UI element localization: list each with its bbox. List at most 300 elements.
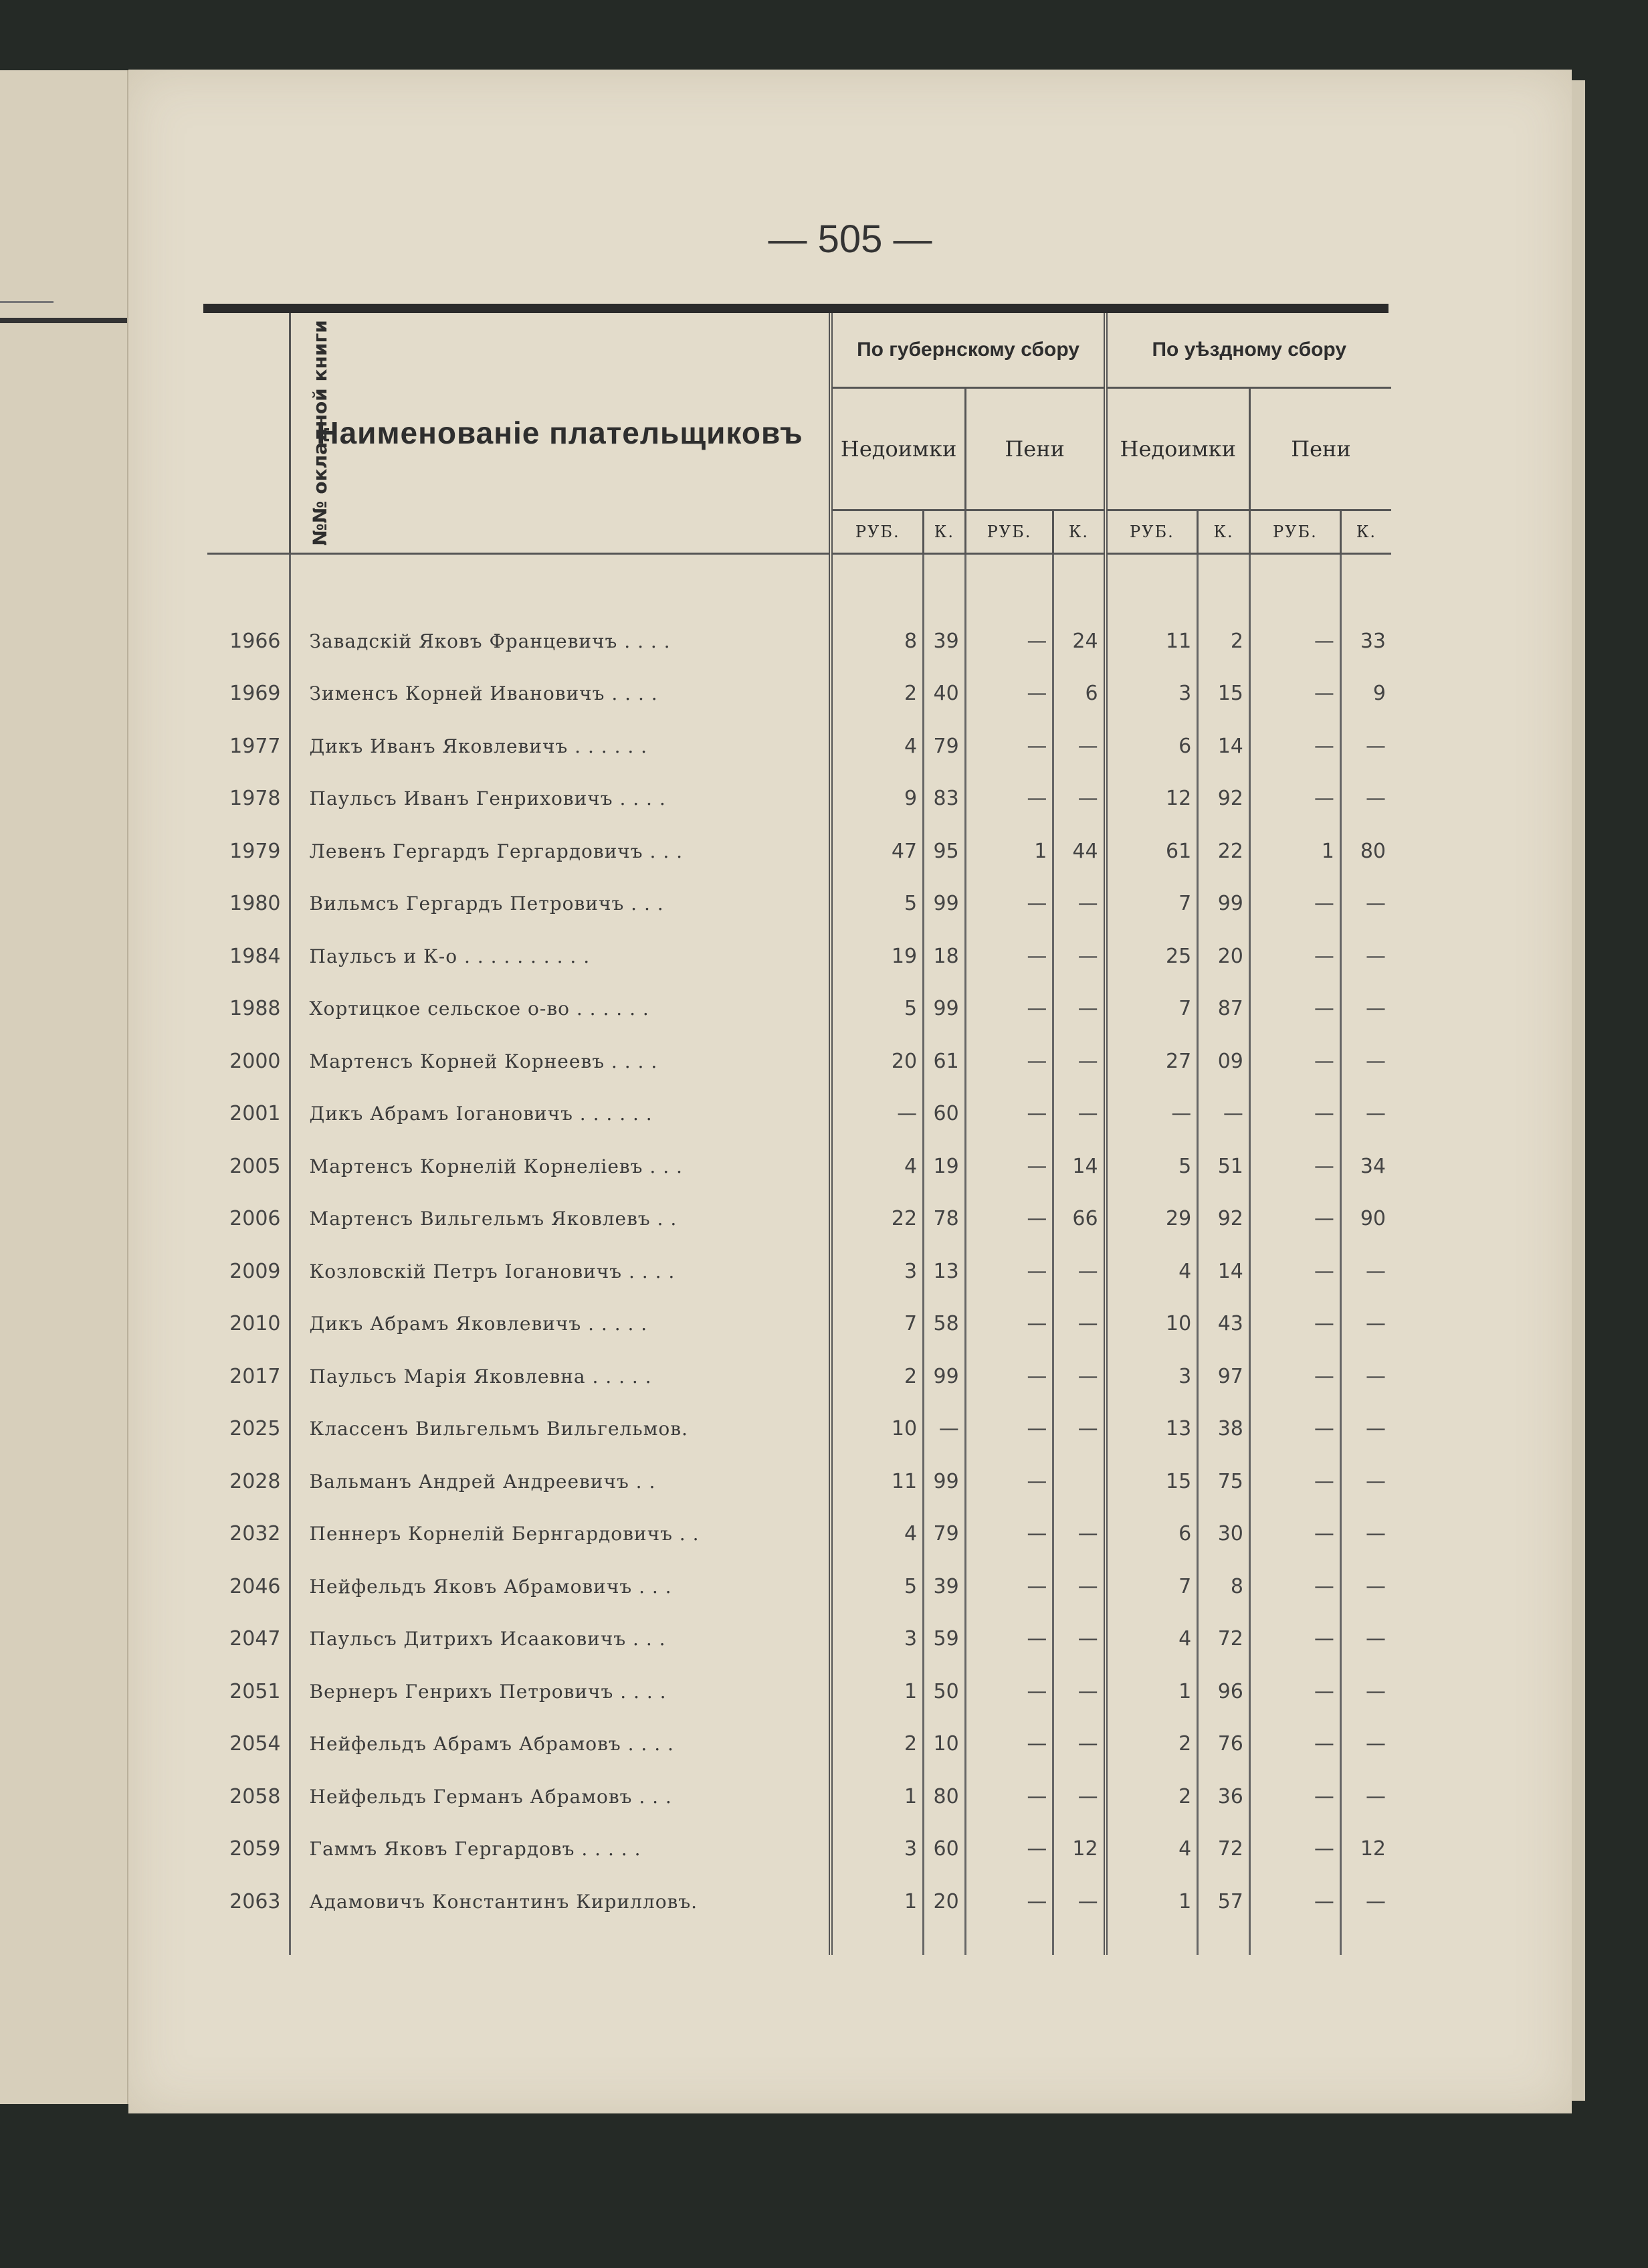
gubernia-penalty-rub-cell: — [965,1455,1053,1508]
uezd-penalty-rub-cell: — [1249,1508,1340,1561]
uezd-arrears-kop-cell: 57 [1198,1875,1250,1928]
payer-name-cell: Паульсъ Дитрихъ Исааковичъ . . . [290,1613,831,1666]
payer-name-cell: Мартенсъ Корней Корнеевъ . . . . [290,1035,831,1088]
table-row [207,1140,1391,1193]
book-number-cell: 2047 [229,1627,281,1651]
gubernia-penalty-rub-cell: — [965,1770,1053,1823]
uezd-arrears-kop-cell: 36 [1198,1770,1250,1823]
gubernia-arrears-kop-cell: 20 [924,1875,966,1928]
uezd-arrears-kop-cell: — [1198,1088,1250,1141]
gubernia-arrears-kop-cell: 99 [924,1350,966,1403]
gubernia-penalty-rub-cell: — [965,668,1053,721]
payer-name-cell: Адамовичъ Константинъ Кирилловъ. [290,1875,831,1928]
payer-name-cell: Завадскій Яковъ Францевичъ . . . . [290,615,831,668]
uezd-penalty-rub-cell: — [1249,1245,1340,1298]
gubernia-penalty-kop-cell: — [1053,1350,1106,1403]
gubernia-penalty-kop-cell: — [1053,1665,1106,1718]
gubernia-arrears-rub-cell: 4 [831,1508,923,1561]
gubernia-penalty-kop-cell: — [1053,1245,1106,1298]
table-end-cell [1106,1928,1198,1955]
gubernia-arrears-rub-cell: 5 [831,878,923,931]
gubernia-arrears-rub-cell: 3 [831,1613,923,1666]
table-row [207,1245,1391,1298]
uezd-arrears-header: Недоимки [1106,388,1250,510]
uezd-arrears-kop-cell: 8 [1198,1560,1250,1613]
table-row [207,1298,1391,1351]
table-row [207,983,1391,1036]
gubernia-penalty-rub-cell: — [965,1245,1053,1298]
gubernia-arrears-kop-cell: 61 [924,1035,966,1088]
uezd-arrears-rub-cell: 1 [1106,1665,1198,1718]
uezd-penalty-rub-cell: — [1249,1193,1340,1246]
uezd-penalty-kop-cell: — [1340,878,1391,931]
uezd-arrears-rub-cell: 7 [1106,983,1198,1036]
uezd-penalty-rub-cell: — [1249,930,1340,983]
gubernia-penalty-kop-cell: — [1053,1088,1106,1141]
table-end-row [207,1928,1391,1955]
table-row [207,1875,1391,1928]
uezd-penalty-rub-cell: — [1249,1875,1340,1928]
gubernia-penalty-kop-cell: 14 [1053,1140,1106,1193]
payer-name-cell: Нейфельдъ Абрамъ Абрамовъ . . . . [290,1718,831,1771]
uezd-arrears-rub-cell: 15 [1106,1455,1198,1508]
gubernia-penalty-rub-cell: — [965,720,1053,773]
uezd-penalty-header: Пени [1249,388,1391,510]
book-number-cell: 2054 [229,1732,281,1756]
uezd-arrears-rub-cell: 2 [1106,1718,1198,1771]
gubernia-penalty-kop-cell: — [1053,720,1106,773]
gubernia-arrears-kop-cell: 79 [924,1508,966,1561]
table-row [207,720,1391,773]
gubernia-penalty-rub-cell: — [965,1613,1053,1666]
uezd-arrears-kop-cell: 38 [1198,1403,1250,1456]
uezd-arrears-rub-cell: 3 [1106,668,1198,721]
book-number-cell: 2046 [229,1574,281,1598]
table-end-cell [290,1928,831,1955]
table-end-cell [1340,1928,1391,1955]
gubernia-arrears-kop-cell: 59 [924,1613,966,1666]
table-row [207,1088,1391,1141]
book-number-cell: 1979 [229,839,281,863]
gubernia-penalty-rub-cell: — [965,1035,1053,1088]
document-page [128,70,1572,2113]
gubernia-penalty-rub-cell: — [965,1298,1053,1351]
uezd-penalty-kop-cell: — [1340,773,1391,826]
uezd-arrears-kop-cell: 92 [1198,1193,1250,1246]
uezd-penalty-kop-cell: — [1340,1665,1391,1718]
uezd-penalty-kop-cell: — [1340,1455,1391,1508]
gubernia-arrears-rub-cell: 1 [831,1770,923,1823]
gubernia-arrears-kop-cell: 10 [924,1718,966,1771]
uezd-penalty-rub-cell: — [1249,1298,1340,1351]
table-row [207,1613,1391,1666]
uezd-arrears-rub-cell: — [1106,1088,1198,1141]
uezd-penalty-rub-cell: — [1249,983,1340,1036]
table-end-cell [207,1928,290,1955]
payer-name-cell: Мартенсъ Вильгельмъ Яковлевъ . . [290,1193,831,1246]
gubernia-penalty-rub-cell: — [965,1508,1053,1561]
unit-rub-header: РУБ. [965,510,1053,554]
gubernia-arrears-rub-cell: 47 [831,825,923,878]
page-number: — 505 — [768,217,932,261]
payer-name-cell: Пеннеръ Корнелій Бернгардовичъ . . [290,1508,831,1561]
book-number-cell: 2006 [229,1207,281,1231]
uezd-arrears-kop-cell: 51 [1198,1140,1250,1193]
uezd-arrears-kop-cell: 97 [1198,1350,1250,1403]
uezd-arrears-rub-cell: 29 [1106,1193,1198,1246]
payer-name-cell: Паульсъ Иванъ Генриховичъ . . . . [290,773,831,826]
uezd-penalty-kop-cell: — [1340,1718,1391,1771]
gubernia-arrears-rub-cell: 2 [831,1718,923,1771]
table-row [207,1350,1391,1403]
uezd-penalty-kop-cell: 34 [1340,1140,1391,1193]
gubernia-penalty-kop-cell: — [1053,878,1106,931]
gubernia-penalty-kop-cell: — [1053,773,1106,826]
table-row [207,1508,1391,1561]
book-number-cell: 1978 [229,787,281,811]
uezd-penalty-kop-cell: — [1340,930,1391,983]
table-end-cell [831,1928,923,1955]
book-number-cell: 1980 [229,892,281,916]
uezd-penalty-kop-cell: 80 [1340,825,1391,878]
facing-page-rule [0,318,127,323]
gubernia-penalty-rub-cell: — [965,1350,1053,1403]
gubernia-arrears-rub-cell: 11 [831,1455,923,1508]
gubernia-penalty-rub-cell: — [965,615,1053,668]
uezd-arrears-rub-cell: 11 [1106,615,1198,668]
uezd-arrears-kop-cell: 30 [1198,1508,1250,1561]
gubernia-arrears-rub-cell: 3 [831,1245,923,1298]
uezd-penalty-kop-cell: — [1340,1350,1391,1403]
gubernia-arrears-rub-cell: 5 [831,1560,923,1613]
uezd-penalty-kop-cell: 90 [1340,1193,1391,1246]
book-number-cell: 1988 [229,997,281,1021]
uezd-arrears-kop-cell: 2 [1198,615,1250,668]
table-spacer-row [207,554,1391,616]
uezd-arrears-rub-cell: 13 [1106,1403,1198,1456]
gubernia-arrears-kop-cell: 99 [924,878,966,931]
table-row [207,930,1391,983]
book-number-cell: 1969 [229,682,281,706]
uezd-arrears-rub-cell: 61 [1106,825,1198,878]
gubernia-penalty-kop-cell [1053,1455,1106,1508]
uezd-header: По уѣздному сбору [1106,313,1391,388]
book-number-header-text: №№ окладной книги [308,320,331,546]
gubernia-arrears-kop-cell: 39 [924,1560,966,1613]
uezd-penalty-rub-cell: 1 [1249,825,1340,878]
uezd-arrears-kop-cell: 99 [1198,878,1250,931]
gubernia-penalty-rub-cell: — [965,930,1053,983]
gubernia-arrears-rub-cell: 20 [831,1035,923,1088]
payer-name-cell: Козловскій Петръ Іогановичъ . . . . [290,1245,831,1298]
table-row [207,1718,1391,1771]
uezd-arrears-kop-cell: 22 [1198,825,1250,878]
uezd-penalty-kop-cell: 9 [1340,668,1391,721]
payer-name-cell: Нейфельдъ Яковъ Абрамовичъ . . . [290,1560,831,1613]
gubernia-penalty-kop-cell: — [1053,1770,1106,1823]
uezd-arrears-rub-cell: 7 [1106,1560,1198,1613]
uezd-arrears-kop-cell: 09 [1198,1035,1250,1088]
uezd-penalty-rub-cell: — [1249,1350,1340,1403]
uezd-penalty-rub-cell: — [1249,1613,1340,1666]
book-number-cell: 2051 [229,1679,281,1703]
gubernia-penalty-rub-cell: — [965,773,1053,826]
gubernia-penalty-kop-cell: 12 [1053,1823,1106,1876]
uezd-arrears-kop-cell: 87 [1198,983,1250,1036]
payer-name-cell: Вернеръ Генрихъ Петровичъ . . . . [290,1665,831,1718]
table-row [207,1823,1391,1876]
uezd-penalty-rub-cell: — [1249,1403,1340,1456]
table-row [207,1035,1391,1088]
uezd-penalty-rub-cell: — [1249,615,1340,668]
table-row [207,1770,1391,1823]
gubernia-arrears-rub-cell: 8 [831,615,923,668]
gubernia-penalty-kop-cell: — [1053,1298,1106,1351]
uezd-arrears-kop-cell: 43 [1198,1298,1250,1351]
payer-name-cell: Мартенсъ Корнелій Корнеліевъ . . . [290,1140,831,1193]
gubernia-penalty-rub-cell: — [965,878,1053,931]
gubernia-arrears-kop-cell: 40 [924,668,966,721]
uezd-arrears-kop-cell: 14 [1198,720,1250,773]
uezd-penalty-kop-cell: — [1340,1560,1391,1613]
book-number-header [207,313,331,554]
uezd-arrears-rub-cell: 1 [1106,1875,1198,1928]
gubernia-arrears-kop-cell: 80 [924,1770,966,1823]
uezd-penalty-rub-cell: — [1249,1140,1340,1193]
payers-table-body [207,554,1391,1955]
uezd-penalty-kop-cell: — [1340,1035,1391,1088]
payer-name-cell: Нейфельдъ Германъ Абрамовъ . . . [290,1770,831,1823]
table-row [207,668,1391,721]
gubernia-penalty-kop-cell: — [1053,1403,1106,1456]
uezd-penalty-kop-cell: — [1340,1403,1391,1456]
book-number-cell: 2063 [229,1889,281,1913]
unit-rub-header: РУБ. [1249,510,1340,554]
uezd-arrears-rub-cell: 12 [1106,773,1198,826]
uezd-penalty-rub-cell: — [1249,1088,1340,1141]
uezd-penalty-rub-cell: — [1249,1718,1340,1771]
gubernia-penalty-rub-cell: — [965,1875,1053,1928]
unit-kop-header: К. [924,510,966,554]
uezd-arrears-kop-cell: 14 [1198,1245,1250,1298]
uezd-penalty-kop-cell: — [1340,1088,1391,1141]
uezd-penalty-rub-cell: — [1249,1560,1340,1613]
gubernia-penalty-kop-cell: 44 [1053,825,1106,878]
gubernia-arrears-rub-cell: 7 [831,1298,923,1351]
gubernia-arrears-rub-cell: 2 [831,668,923,721]
book-number-cell: 2009 [229,1259,281,1283]
gubernia-penalty-kop-cell: — [1053,1035,1106,1088]
gubernia-arrears-rub-cell: 3 [831,1823,923,1876]
table-row [207,615,1391,668]
uezd-penalty-rub-cell: — [1249,720,1340,773]
gubernia-arrears-rub-cell: 4 [831,720,923,773]
gubernia-arrears-kop-cell: 19 [924,1140,966,1193]
gubernia-arrears-rub-cell: 2 [831,1350,923,1403]
book-number-cell: 2005 [229,1154,281,1178]
gubernia-penalty-kop-cell: — [1053,930,1106,983]
payer-name-cell: Левенъ Гергардъ Гергардовичъ . . . [290,825,831,878]
gubernia-penalty-kop-cell: — [1053,1613,1106,1666]
table-row [207,1403,1391,1456]
payer-name-cell: Дикъ Абрамъ Іогановичъ . . . . . . [290,1088,831,1141]
book-number-cell: 2000 [229,1049,281,1073]
uezd-penalty-kop-cell: — [1340,1875,1391,1928]
gubernia-header: По губернскому сбору [831,313,1105,388]
payer-name-cell: Паульсъ и К-о . . . . . . . . . . [290,930,831,983]
page-edge [1572,80,1585,2101]
table-end-cell [1198,1928,1250,1955]
uezd-penalty-rub-cell: — [1249,1035,1340,1088]
uezd-penalty-rub-cell: — [1249,1770,1340,1823]
table-end-cell [924,1928,966,1955]
gubernia-arrears-kop-cell: 99 [924,1455,966,1508]
unit-kop-header: К. [1198,510,1250,554]
table-row [207,1455,1391,1508]
uezd-penalty-kop-cell: — [1340,720,1391,773]
book-number-cell: 2058 [229,1784,281,1808]
uezd-arrears-kop-cell: 15 [1198,668,1250,721]
table-row [207,1193,1391,1246]
gubernia-arrears-rub-cell: — [831,1088,923,1141]
book-number-cell: 2017 [229,1364,281,1388]
payers-table [207,313,1391,1955]
payer-name-cell: Дикъ Абрамъ Яковлевичъ . . . . . [290,1298,831,1351]
payer-name-header: Наименованіе плательщиковъ [290,313,831,554]
gubernia-penalty-kop-cell: — [1053,1875,1106,1928]
uezd-arrears-rub-cell: 25 [1106,930,1198,983]
uezd-penalty-kop-cell: — [1340,1298,1391,1351]
uezd-arrears-kop-cell: 72 [1198,1613,1250,1666]
gubernia-penalty-kop-cell: — [1053,1718,1106,1771]
gubernia-arrears-kop-cell: 60 [924,1823,966,1876]
uezd-penalty-kop-cell: — [1340,1245,1391,1298]
gubernia-arrears-kop-cell: 83 [924,773,966,826]
uezd-arrears-rub-cell: 3 [1106,1350,1198,1403]
gubernia-arrears-kop-cell: 39 [924,615,966,668]
uezd-arrears-kop-cell: 75 [1198,1455,1250,1508]
gubernia-arrears-rub-cell: 5 [831,983,923,1036]
uezd-penalty-kop-cell: 12 [1340,1823,1391,1876]
table-row [207,1665,1391,1718]
gubernia-penalty-kop-cell: 66 [1053,1193,1106,1246]
gubernia-arrears-rub-cell: 9 [831,773,923,826]
uezd-arrears-rub-cell: 4 [1106,1613,1198,1666]
book-number-cell: 2025 [229,1417,281,1441]
uezd-arrears-kop-cell: 92 [1198,773,1250,826]
uezd-penalty-rub-cell: — [1249,773,1340,826]
table-row [207,878,1391,931]
unit-rub-header: РУБ. [831,510,923,554]
payer-name-cell: Вальманъ Андрей Андреевичъ . . [290,1455,831,1508]
payer-name-cell: Классенъ Вильгельмъ Вильгельмов. [290,1403,831,1456]
uezd-penalty-rub-cell: — [1249,668,1340,721]
payer-name-cell: Зименсъ Корней Ивановичъ . . . . [290,668,831,721]
gubernia-arrears-kop-cell: 18 [924,930,966,983]
payers-table-container [207,313,1391,1955]
gubernia-penalty-kop-cell: — [1053,983,1106,1036]
header-rule [203,304,1388,313]
gubernia-penalty-rub-cell: — [965,1193,1053,1246]
uezd-arrears-rub-cell: 7 [1106,878,1198,931]
gubernia-arrears-kop-cell: 13 [924,1245,966,1298]
uezd-penalty-kop-cell: — [1340,1770,1391,1823]
uezd-arrears-kop-cell: 72 [1198,1823,1250,1876]
gubernia-penalty-rub-cell: — [965,1140,1053,1193]
book-number-cell: 1977 [229,734,281,758]
gubernia-arrears-rub-cell: 1 [831,1665,923,1718]
uezd-arrears-rub-cell: 6 [1106,1508,1198,1561]
gubernia-arrears-kop-cell: — [924,1403,966,1456]
uezd-penalty-rub-cell: — [1249,1455,1340,1508]
gubernia-penalty-rub-cell: — [965,1718,1053,1771]
gubernia-arrears-rub-cell: 19 [831,930,923,983]
book-number-cell: 1966 [229,629,281,653]
table-end-cell [1053,1928,1106,1955]
table-row [207,773,1391,826]
payer-name-cell: Гаммъ Яковъ Гергардовъ . . . . . [290,1823,831,1876]
unit-kop-header: К. [1340,510,1391,554]
gubernia-penalty-rub-cell: — [965,1560,1053,1613]
uezd-penalty-kop-cell: 33 [1340,615,1391,668]
book-number-cell: 1984 [229,944,281,968]
gubernia-penalty-header: Пени [965,388,1105,510]
gubernia-arrears-kop-cell: 79 [924,720,966,773]
facing-page-rule [0,301,54,303]
gubernia-penalty-rub-cell: — [965,983,1053,1036]
gubernia-arrears-kop-cell: 50 [924,1665,966,1718]
uezd-penalty-rub-cell: — [1249,1665,1340,1718]
uezd-penalty-kop-cell: — [1340,983,1391,1036]
payer-name-cell: Дикъ Иванъ Яковлевичъ . . . . . . [290,720,831,773]
uezd-arrears-rub-cell: 2 [1106,1770,1198,1823]
facing-page-edge [0,70,131,2104]
unit-rub-header: РУБ. [1106,510,1198,554]
gubernia-arrears-header: Недоимки [831,388,965,510]
uezd-arrears-rub-cell: 27 [1106,1035,1198,1088]
gubernia-arrears-rub-cell: 1 [831,1875,923,1928]
gubernia-penalty-rub-cell: — [965,1823,1053,1876]
gubernia-penalty-kop-cell: 6 [1053,668,1106,721]
uezd-arrears-kop-cell: 96 [1198,1665,1250,1718]
uezd-penalty-rub-cell: — [1249,1823,1340,1876]
uezd-arrears-rub-cell: 10 [1106,1298,1198,1351]
gubernia-arrears-kop-cell: 60 [924,1088,966,1141]
payer-name-cell: Паульсъ Марія Яковлевна . . . . . [290,1350,831,1403]
uezd-arrears-kop-cell: 76 [1198,1718,1250,1771]
gubernia-arrears-kop-cell: 58 [924,1298,966,1351]
gubernia-penalty-kop-cell: — [1053,1560,1106,1613]
gubernia-arrears-rub-cell: 22 [831,1193,923,1246]
payer-name-cell: Вильмсъ Гергардъ Петровичъ . . . [290,878,831,931]
table-end-cell [965,1928,1053,1955]
gubernia-penalty-rub-cell: — [965,1665,1053,1718]
book-number-cell: 2010 [229,1312,281,1336]
gubernia-arrears-kop-cell: 78 [924,1193,966,1246]
gubernia-arrears-rub-cell: 4 [831,1140,923,1193]
gubernia-penalty-kop-cell: — [1053,1508,1106,1561]
gubernia-penalty-kop-cell: 24 [1053,615,1106,668]
book-number-cell: 2059 [229,1837,281,1861]
uezd-arrears-rub-cell: 5 [1106,1140,1198,1193]
uezd-arrears-rub-cell: 4 [1106,1823,1198,1876]
unit-kop-header: К. [1053,510,1106,554]
gubernia-penalty-rub-cell: — [965,1088,1053,1141]
table-row [207,1560,1391,1613]
gubernia-arrears-rub-cell: 10 [831,1403,923,1456]
payer-name-cell: Хортицкое сельское о-во . . . . . . [290,983,831,1036]
uezd-penalty-kop-cell: — [1340,1613,1391,1666]
